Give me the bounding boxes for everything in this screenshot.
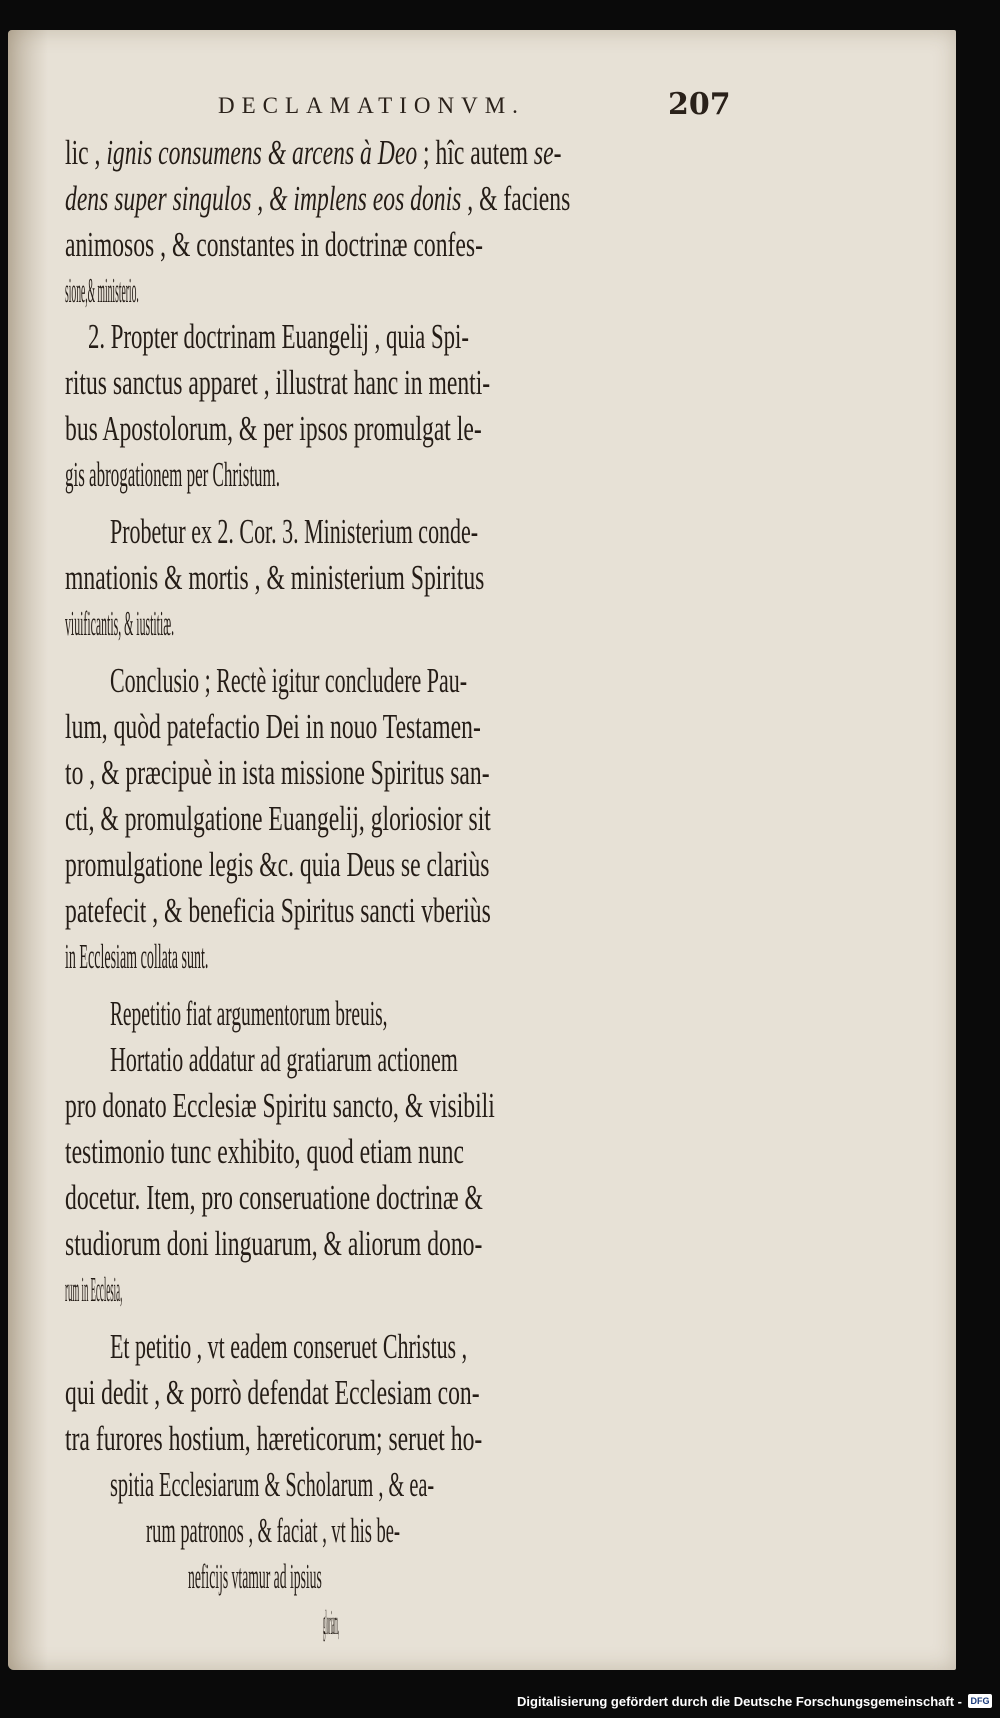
text-span: Repetitio fiat argumentorum breuis, [110, 994, 388, 1033]
text-span: lic , [65, 133, 107, 172]
text-span: Probetur ex 2. Cor. 3. Ministerium conde- [110, 512, 479, 551]
footer-bar [517, 1690, 992, 1712]
italic-span: dens super singulos , & implens eos donis [65, 179, 462, 218]
text-line [65, 1221, 705, 1267]
text-line [65, 1267, 305, 1313]
text-span: viuificantis, & iustitiæ. [65, 604, 175, 643]
page-gutter-shadow [8, 30, 48, 1670]
text-line [65, 796, 705, 842]
text-line [65, 1370, 705, 1416]
text-line [65, 842, 705, 888]
text-span: spitia Ecclesiarum & Scholarum , & ea- [110, 1465, 435, 1504]
text-line [323, 1600, 453, 1646]
funding-credit: Digitalisierung gefördert durch die Deutsche Forschungsgemeinschaft - [517, 1693, 962, 1709]
dfg-logo-icon: DFG [968, 1694, 992, 1708]
text-span: promulgatione legis &c. quia Deus se clariùs [65, 845, 490, 884]
text-span: rum patronos , & faciat , vt his be- [146, 1511, 401, 1550]
text-line [110, 1037, 705, 1083]
text-line [65, 130, 705, 176]
text-span: qui dedit , & porrò defendat Ecclesiam con- [65, 1373, 480, 1412]
text-line [65, 555, 705, 601]
text-line [65, 176, 705, 222]
text-line [65, 452, 525, 498]
text-span: ; hîc autem [417, 133, 534, 172]
text-line [110, 991, 635, 1037]
italic-span: ignis consumens & arcens à Deo [106, 133, 418, 172]
text-line [65, 268, 325, 314]
text-span: 2. Propter doctrinam Euangelij , quia Spi- [88, 317, 469, 356]
text-line [65, 1175, 705, 1221]
running-head [8, 87, 956, 133]
running-head-title: DECLAMATIONVM. [218, 93, 525, 118]
text-span: pro donato Ecclesiæ Spiritu sancto, & visibili [65, 1086, 495, 1125]
text-line [65, 750, 705, 796]
text-span: gis abrogationem per Christum. [65, 455, 280, 494]
text-line [65, 934, 445, 980]
text-span: to , & præcipuè in ista missione Spiritus san- [65, 753, 490, 792]
text-span: Conclusio ; Rectè igitur concludere Pau- [110, 661, 468, 700]
page-number: 207 [668, 87, 731, 122]
book-page [8, 30, 956, 1670]
text-line [65, 1083, 705, 1129]
text-line [65, 601, 385, 647]
text-span: in Ecclesiam collata sunt. [65, 937, 209, 976]
text-span: tra furores hostium, hæreticorum; seruet ho- [65, 1419, 483, 1458]
text-span: Et petitio , vt eadem conseruet Christus , [110, 1327, 468, 1366]
text-span: mnationis & mortis , & ministerium Spiritus [65, 558, 485, 597]
text-span: Hortatio addatur ad gratiarum actionem [110, 1040, 458, 1079]
text-line [65, 360, 705, 406]
text-span: neficijs vtamur ad ipsius [188, 1557, 322, 1596]
text-line [65, 888, 705, 934]
text-span: studiorum doni linguarum, & aliorum dono- [65, 1224, 483, 1263]
text-line [110, 509, 705, 555]
text-span: gloriam, [323, 1603, 340, 1642]
text-line [65, 1416, 705, 1462]
text-line [146, 1508, 646, 1554]
text-span: patefecit , & beneficia Spiritus sancti vberiùs [65, 891, 491, 930]
text-span: sione,& ministerio. [65, 271, 139, 310]
text-span: bus Apostolorum, & per ipsos promulgat le- [65, 409, 482, 448]
text-line [65, 704, 705, 750]
text-line [110, 658, 705, 704]
text-line [110, 1324, 705, 1370]
text-line [65, 406, 705, 452]
text-span: animosos , & constantes in doctrinæ confes- [65, 225, 483, 264]
text-span: , & faciens [461, 179, 571, 218]
text-line [88, 314, 705, 360]
text-span: testimonio tunc exhibito, quod etiam nunc [65, 1132, 464, 1171]
text-line [188, 1554, 558, 1600]
text-line [65, 222, 705, 268]
text-line [110, 1462, 660, 1508]
italic-span: se- [533, 133, 562, 172]
text-span: ritus sanctus apparet , illustrat hanc in menti- [65, 363, 491, 402]
text-span: lum, quòd patefactio Dei in nouo Testamen- [65, 707, 481, 746]
text-span: cti, & promulgatione Euangelij, gloriosior sit [65, 799, 491, 838]
text-line [65, 1129, 705, 1175]
text-span: docetur. Item, pro conseruatione doctrinæ & [65, 1178, 483, 1217]
text-span: rum in Ecclesia, [65, 1270, 123, 1309]
